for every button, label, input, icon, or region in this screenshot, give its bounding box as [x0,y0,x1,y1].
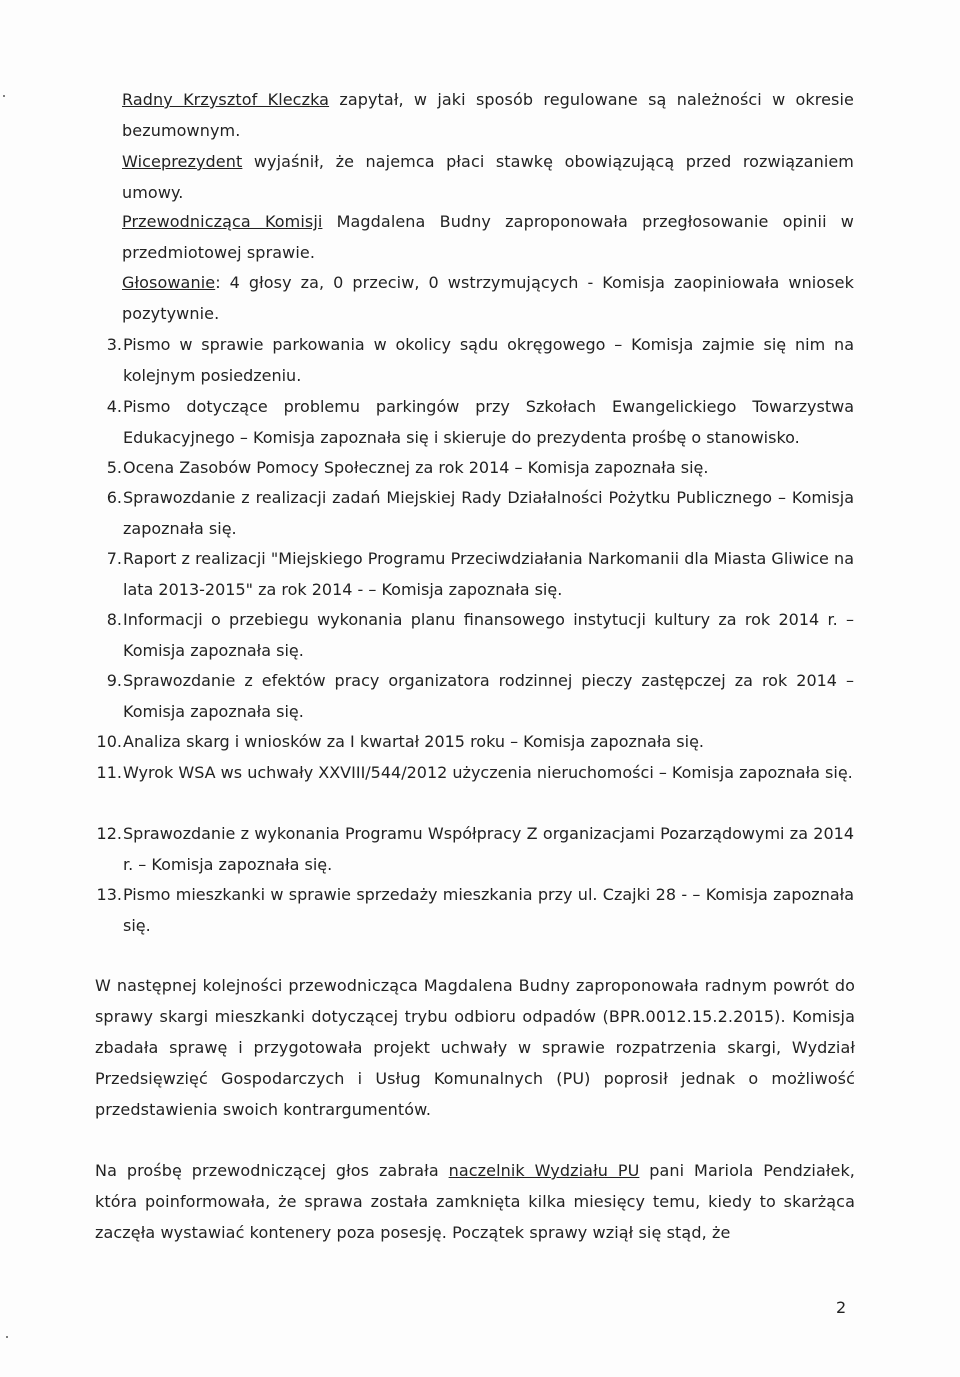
voting-result: : 4 głosy za, 0 przeciw, 0 wstrzymujących - Komisja zaopiniowała wniosek pozytywnie. [122,273,854,323]
list-item [92,482,854,544]
list-text: Ocena Zasobów Pomocy Społecznej za rok 2014 – Komisja zapoznała się. [123,458,709,477]
list-number: 10. [96,732,122,751]
page-number: 2 [836,1298,847,1317]
list-number: 3. [106,335,122,354]
list-text: Sprawozdanie z wykonania Programu Współpracy Z organizacjami Pozarządowymi za 2014 r. – Komisja zapoznała się. [123,824,854,874]
intro-text: Magdalena Budny zaproponowała przegłosowanie opinii w przedmiotowej sprawie. [122,212,854,262]
list-number: 11. [96,763,122,782]
list-number: 6. [106,488,122,507]
scan-speck [3,95,5,97]
list-text: Wyrok WSA ws uchwały XXVIII/544/2012 użyczenia nieruchomości – Komisja zapoznała się. [123,763,853,782]
list-item [92,757,854,788]
intro-text: zapytał, w jaki sposób regulowane są należności w okresie bezumownym. [122,90,854,140]
list-text: Sprawozdanie z efektów pracy organizatora rodzinnej pieczy zastępczej za rok 2014 – Komisja zapoznała się. [123,671,854,721]
list-item [92,452,854,483]
list-text: Informacji o przebiegu wykonania planu finansowego instytucji kultury za rok 2014 r. – Komisja zapoznała się. [123,610,854,660]
voting-label: Głosowanie [122,273,216,292]
list-item [92,818,854,880]
list-item [92,329,854,391]
list-number: 5. [106,458,122,477]
paragraph-text: pani Mariola Pendziałek, która poinformowała, że sprawa została zamknięta kilka miesięcy temu, kiedy to skarżąca zaczęła wystawiać kontenery poza posesję. Początek sprawy wziął się stąd, że [95,1161,855,1242]
speaker-name: Wiceprezydent [122,152,243,171]
list-text: Analiza skarg i wniosków za I kwartał 2015 roku – Komisja zapoznała się. [123,732,704,751]
scan-speck [6,1336,8,1338]
list-number: 9. [106,671,122,690]
list-number: 7. [106,549,122,568]
list-text: Raport z realizacji "Miejskiego Programu Przeciwdziałania Narkomanii dla Miasta Gliwice na lata 2013-2015" za rok 2014 - – Komisja zapoznała się. [123,549,854,599]
intro-paragraph-4 [122,267,854,329]
intro-paragraph-2 [122,146,854,208]
list-item [92,879,854,941]
list-item [92,543,854,605]
list-number: 4. [106,397,122,416]
list-number: 12. [96,824,122,843]
list-text: Pismo dotyczące problemu parkingów przy Szkołach Ewangelickiego Towarzystwa Edukacyjnego – Komisja zapoznała się i skieruje do prezydenta prośbę o stanowisko. [123,397,854,447]
list-item [92,391,854,453]
official-title: naczelnik Wydziału PU [448,1161,640,1180]
body-paragraph-1: W następnej kolejności przewodnicząca Magdalena Budny zaproponowała radnym powrót do sprawy skargi mieszkanki dotyczącej trybu odbioru odpadów (BPR.0012.15.2.2015). Komisja zbadała sprawę i przygotowała projekt uchwały w sprawie rozpatrzenia skargi, Wydział Przedsięwzięć Gospodarczych i Usług Komunalnych (PU) poprosił jednak o możliwość przedstawienia swoich kontrargumentów. [95,976,855,1119]
list-text: Pismo w sprawie parkowania w okolicy sądu okręgowego – Komisja zajmie się nim na kolejnym posiedzeniu. [123,335,854,385]
list-item [92,726,854,757]
list-number: 13. [96,885,122,904]
list-text: Pismo mieszkanki w sprawie sprzedaży mieszkania przy ul. Czajki 28 - – Komisja zapoznała się. [123,885,854,935]
intro-text: wyjaśnił, że najemca płaci stawkę obowiązującą przed rozwiązaniem umowy. [122,152,854,202]
speaker-name: Przewodnicząca Komisji [122,212,323,231]
list-item [92,665,854,727]
speaker-name: Radny Krzysztof Kleczka [122,90,330,109]
body-paragraph-2 [95,1155,855,1248]
intro-paragraph-3 [122,206,854,268]
intro-paragraph-1 [122,84,854,146]
paragraph-text: Na prośbę przewodniczącej głos zabrała [95,1161,449,1180]
list-item [92,604,854,666]
list-number: 8. [106,610,122,629]
list-text: Sprawozdanie z realizacji zadań Miejskiej Rady Działalności Pożytku Publicznego – Komisja zapoznała się. [123,488,854,538]
